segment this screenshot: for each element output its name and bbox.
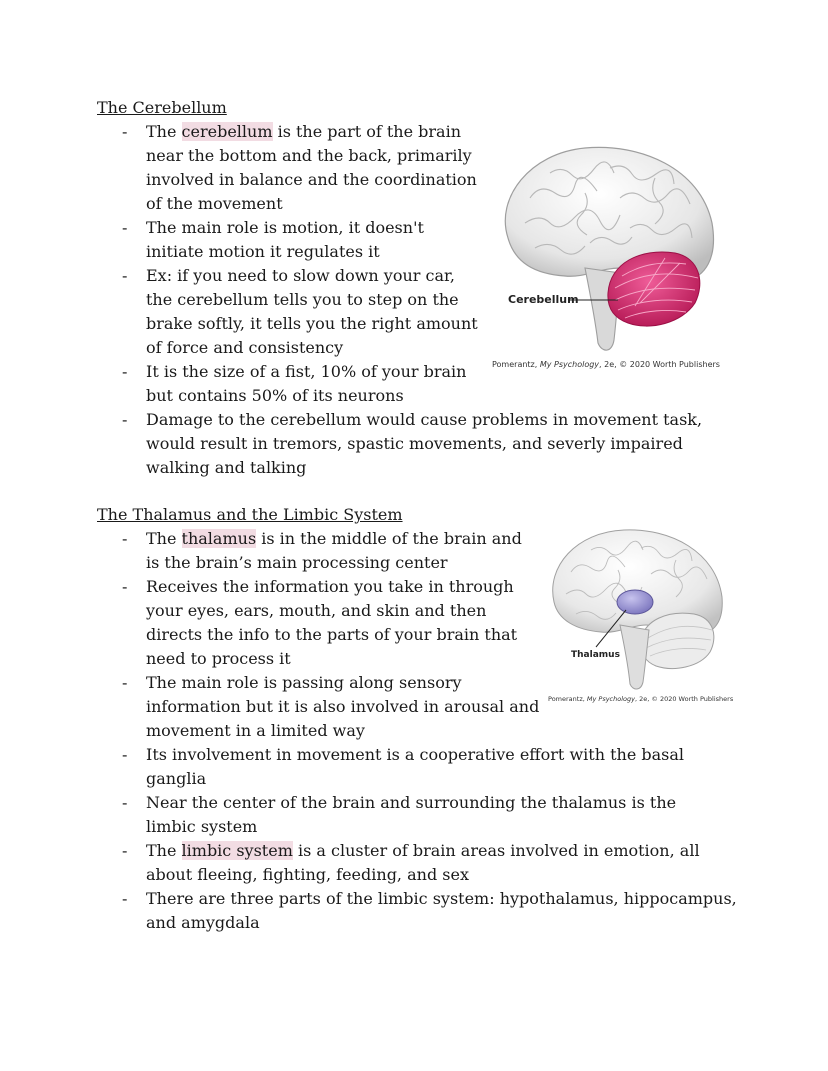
list-item bbox=[120, 575, 536, 671]
credit-book-title: My Psychology bbox=[586, 695, 635, 703]
bullet-text: Receives the information you take in through your eyes, ears, mouth, and skin and then directs the info to the parts of your brain that need to process it bbox=[146, 577, 518, 668]
bullet-text: It is the size of a fist, 10% of your brain but contains 50% of its neurons bbox=[146, 362, 467, 405]
credit-text: , 2e, © 2020 Worth Publishers bbox=[599, 360, 720, 369]
bullet-text: Ex: if you need to slow down your car, the cerebellum tells you to step on the brake softly, it tells you the right amount of force and consistency bbox=[146, 266, 478, 357]
list-item bbox=[120, 360, 482, 408]
credit-text: Pomerantz, bbox=[492, 360, 540, 369]
bullet-text: is a cluster of brain areas involved in emotion, all about fleeing, fighting, feeding, and sex bbox=[146, 841, 700, 884]
list-item bbox=[120, 791, 726, 839]
cerebellum-brain-illustration bbox=[490, 128, 720, 358]
list-item bbox=[120, 743, 746, 791]
list-item bbox=[120, 216, 482, 264]
list-item bbox=[120, 839, 726, 887]
list-item bbox=[120, 120, 482, 216]
figure-credit bbox=[548, 695, 733, 703]
figure-label-cerebellum: Cerebellum bbox=[508, 293, 579, 306]
bullet-text: The bbox=[146, 529, 182, 548]
bullet-text: The bbox=[146, 841, 182, 860]
figure-label-thalamus: Thalamus bbox=[571, 650, 620, 660]
list-item bbox=[120, 264, 482, 360]
credit-book-title: My Psychology bbox=[539, 360, 600, 369]
cerebellum-figure bbox=[490, 128, 720, 376]
thalamus-figure bbox=[546, 522, 734, 712]
bullet-text: Damage to the cerebellum would cause problems in movement task, would result in tremors, spastic movements, and severly impaired walking and talking bbox=[146, 410, 703, 477]
section-title-thalamus: The Thalamus and the Limbic System bbox=[97, 505, 403, 524]
bullet-text: There are three parts of the limbic system: hypothalamus, hippocampus, and amygdala bbox=[146, 889, 737, 932]
bullet-text: is the part of the brain near the bottom and the back, primarily involved in balance and the coordination of the movement bbox=[146, 122, 477, 213]
bullet-text: is in the middle of the brain and is the brain’s main processing center bbox=[146, 529, 522, 572]
bullet-text: The main role is motion, it doesn't initiate motion it regulates it bbox=[146, 218, 424, 261]
list-item bbox=[120, 887, 746, 935]
list-item bbox=[120, 671, 558, 743]
list-item bbox=[120, 527, 536, 575]
bullet-text: The main role is passing along sensory information but it is also involved in arousal and movement in a limited way bbox=[146, 673, 540, 740]
figure-credit bbox=[492, 360, 720, 369]
highlighted-term: thalamus bbox=[181, 529, 257, 548]
thalamus-brain-illustration bbox=[546, 522, 726, 692]
credit-text: Pomerantz, bbox=[548, 695, 587, 703]
credit-text: , 2e, © 2020 Worth Publishers bbox=[634, 695, 734, 703]
section-title-cerebellum: The Cerebellum bbox=[97, 98, 227, 117]
bullet-text: The bbox=[146, 122, 182, 141]
highlighted-term: limbic system bbox=[181, 841, 293, 860]
list-item bbox=[120, 408, 736, 480]
bullet-text: Near the center of the brain and surrounding the thalamus is the limbic system bbox=[146, 793, 677, 836]
bullet-text: Its involvement in movement is a cooperative effort with the basal ganglia bbox=[146, 745, 685, 788]
highlighted-term: cerebellum bbox=[181, 122, 273, 141]
